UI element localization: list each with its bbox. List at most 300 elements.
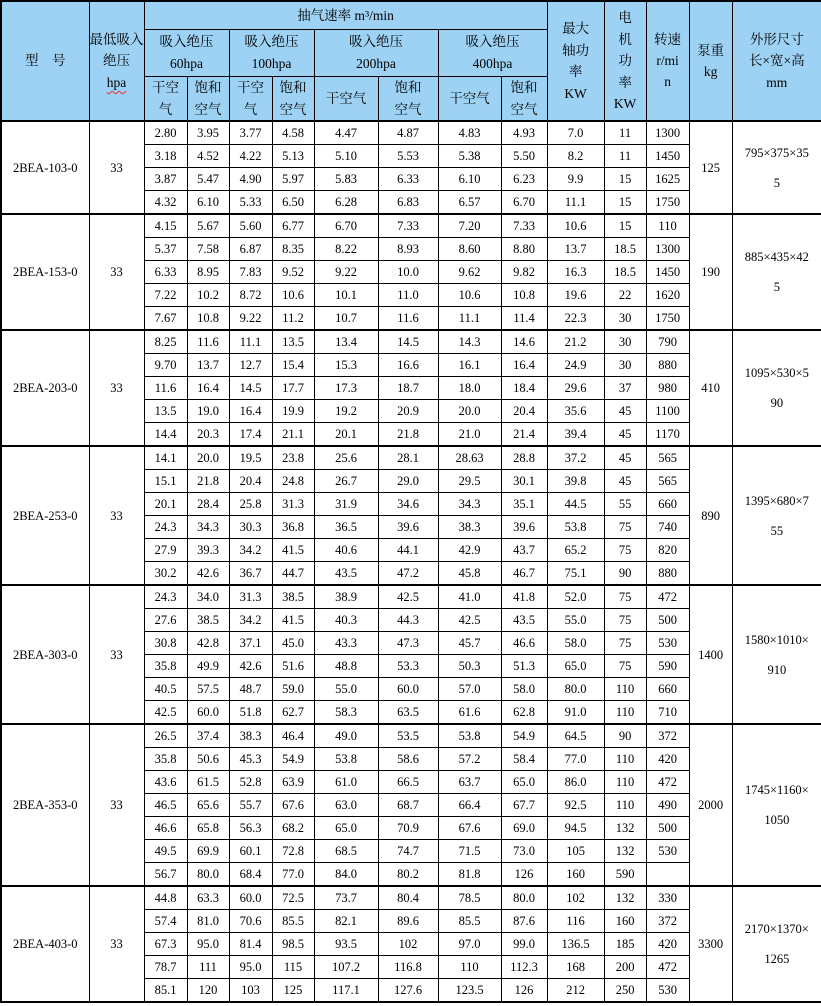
cell-dry-60: 30.2 (144, 562, 187, 586)
cell-motor-power: 11 (604, 121, 646, 145)
cell-shaft-power: 8.2 (547, 145, 604, 168)
cell-speed: 820 (646, 539, 689, 562)
cell-sat-200: 6.33 (378, 168, 438, 191)
cell-sat-100: 51.6 (272, 655, 314, 678)
cell-dry-200: 10.7 (314, 307, 378, 331)
pump-weight-label: 泵重 (697, 42, 725, 58)
cell-dry-100: 81.4 (229, 933, 272, 956)
cell-sat-60: 4.52 (187, 145, 229, 168)
cell-dry-200: 55.0 (314, 678, 378, 701)
cell-sat-60: 11.6 (187, 330, 229, 354)
cell-dry-200: 4.47 (314, 121, 378, 145)
cell-speed: 1100 (646, 400, 689, 423)
cell-dry-60: 14.4 (144, 423, 187, 447)
cell-sat-200: 116.8 (378, 956, 438, 979)
cell-sat-200: 10.0 (378, 261, 438, 284)
cell-sat-200: 16.6 (378, 354, 438, 377)
cell-sat-400: 18.4 (501, 377, 547, 400)
cell-speed: 472 (646, 956, 689, 979)
cell-sat-60: 20.0 (187, 446, 229, 470)
cell-speed: 1750 (646, 191, 689, 215)
cell-sat-400: 46.7 (501, 562, 547, 586)
cell-speed: 1620 (646, 284, 689, 307)
cell-dry-400: 7.20 (438, 214, 501, 238)
cell-dry-400: 66.4 (438, 794, 501, 817)
dimensions-cell: 1395×680×755 (732, 446, 821, 585)
cell-sat-60: 120 (187, 979, 229, 1003)
cell-sat-60: 80.0 (187, 863, 229, 887)
model-cell: 2BEA-303-0 (1, 585, 89, 724)
cell-sat-100: 10.6 (272, 284, 314, 307)
cell-dry-200: 43.5 (314, 562, 378, 586)
cell-sat-100: 6.50 (272, 191, 314, 215)
cell-sat-200: 80.4 (378, 886, 438, 910)
col-header-dry-200: 干空气 (314, 77, 378, 122)
cell-sat-200: 74.7 (378, 840, 438, 863)
cell-sat-60: 65.8 (187, 817, 229, 840)
model-cell: 2BEA-103-0 (1, 121, 89, 214)
cell-shaft-power: 91.0 (547, 701, 604, 725)
cell-dry-100: 56.3 (229, 817, 272, 840)
cell-sat-100: 115 (272, 956, 314, 979)
cell-sat-60: 65.6 (187, 794, 229, 817)
cell-dry-100: 48.7 (229, 678, 272, 701)
cell-motor-power: 75 (604, 539, 646, 562)
cell-shaft-power: 80.0 (547, 678, 604, 701)
cell-sat-100: 4.58 (272, 121, 314, 145)
cell-dry-400: 53.8 (438, 724, 501, 748)
cell-sat-200: 89.6 (378, 910, 438, 933)
min-pressure-cell: 33 (89, 585, 144, 724)
cell-shaft-power: 136.5 (547, 933, 604, 956)
cell-dry-100: 30.3 (229, 516, 272, 539)
model-cell: 2BEA-403-0 (1, 886, 89, 1002)
suction-200-pressure: 200hpa (356, 56, 396, 71)
cell-sat-400: 6.23 (501, 168, 547, 191)
cell-sat-100: 21.1 (272, 423, 314, 447)
cell-sat-60: 20.3 (187, 423, 229, 447)
cell-sat-400: 126 (501, 979, 547, 1003)
cell-dry-60: 67.3 (144, 933, 187, 956)
cell-shaft-power: 102 (547, 886, 604, 910)
cell-sat-100: 45.0 (272, 632, 314, 655)
cell-sat-60: 34.3 (187, 516, 229, 539)
cell-shaft-power: 22.3 (547, 307, 604, 331)
header-row-1 (1, 1, 821, 30)
col-header-suction-60 (144, 30, 229, 77)
cell-dry-60: 20.1 (144, 493, 187, 516)
sat-60-label: 饱和空气 (194, 80, 222, 117)
cell-dry-200: 6.28 (314, 191, 378, 215)
cell-dry-200: 49.0 (314, 724, 378, 748)
pump-weight-cell: 890 (689, 446, 732, 585)
cell-dry-60: 42.5 (144, 701, 187, 725)
cell-speed: 1300 (646, 121, 689, 145)
cell-sat-60: 3.95 (187, 121, 229, 145)
cell-shaft-power: 39.4 (547, 423, 604, 447)
cell-dry-400: 97.0 (438, 933, 501, 956)
cell-sat-60: 16.4 (187, 377, 229, 400)
cell-dry-100: 20.4 (229, 470, 272, 493)
cell-dry-400: 29.5 (438, 470, 501, 493)
cell-dry-100: 103 (229, 979, 272, 1003)
cell-dry-60: 26.5 (144, 724, 187, 748)
cell-sat-400: 73.0 (501, 840, 547, 863)
cell-speed: 420 (646, 933, 689, 956)
cell-shaft-power: 35.6 (547, 400, 604, 423)
cell-dry-400: 5.38 (438, 145, 501, 168)
cell-sat-100: 23.8 (272, 446, 314, 470)
cell-dry-100: 12.7 (229, 354, 272, 377)
cell-dry-100: 42.6 (229, 655, 272, 678)
cell-speed: 530 (646, 979, 689, 1003)
cell-dry-60: 46.5 (144, 794, 187, 817)
cell-motor-power: 11 (604, 145, 646, 168)
cell-speed: 565 (646, 446, 689, 470)
cell-motor-power: 45 (604, 400, 646, 423)
cell-sat-60: 13.7 (187, 354, 229, 377)
cell-shaft-power: 44.5 (547, 493, 604, 516)
dimensions-unit: mm (766, 74, 788, 90)
pump-weight-cell: 2000 (689, 724, 732, 886)
cell-sat-400: 10.8 (501, 284, 547, 307)
cell-motor-power: 90 (604, 724, 646, 748)
cell-sat-60: 19.0 (187, 400, 229, 423)
cell-speed: 1450 (646, 261, 689, 284)
cell-sat-200: 70.9 (378, 817, 438, 840)
cell-motor-power: 30 (604, 307, 646, 331)
cell-motor-power: 75 (604, 585, 646, 609)
cell-speed: 1300 (646, 238, 689, 261)
cell-dry-400: 16.1 (438, 354, 501, 377)
cell-sat-400: 11.4 (501, 307, 547, 331)
cell-shaft-power: 16.3 (547, 261, 604, 284)
cell-dry-60: 2.80 (144, 121, 187, 145)
cell-speed: 372 (646, 724, 689, 748)
sat-100-label: 饱和空气 (279, 80, 307, 117)
cell-dry-100: 37.1 (229, 632, 272, 655)
pump-weight-cell: 3300 (689, 886, 732, 1002)
cell-sat-60: 81.0 (187, 910, 229, 933)
cell-dry-400: 110 (438, 956, 501, 979)
cell-sat-200: 53.3 (378, 655, 438, 678)
cell-speed: 500 (646, 609, 689, 632)
cell-speed: 880 (646, 354, 689, 377)
cell-motor-power: 15 (604, 191, 646, 215)
min-pressure-cell: 33 (89, 446, 144, 585)
cell-speed: 500 (646, 817, 689, 840)
cell-sat-200: 53.5 (378, 724, 438, 748)
cell-sat-400: 69.0 (501, 817, 547, 840)
cell-sat-100: 85.5 (272, 910, 314, 933)
cell-sat-100: 38.5 (272, 585, 314, 609)
cell-dry-100: 9.22 (229, 307, 272, 331)
cell-dry-100: 5.60 (229, 214, 272, 238)
cell-dry-100: 7.83 (229, 261, 272, 284)
cell-sat-400: 8.80 (501, 238, 547, 261)
cell-speed: 1625 (646, 168, 689, 191)
cell-sat-400: 43.7 (501, 539, 547, 562)
cell-sat-200: 47.2 (378, 562, 438, 586)
cell-dry-200: 68.5 (314, 840, 378, 863)
cell-shaft-power: 160 (547, 863, 604, 887)
cell-dry-100: 51.8 (229, 701, 272, 725)
cell-speed: 330 (646, 886, 689, 910)
col-header-model: 型 号 (1, 1, 89, 121)
cell-motor-power: 75 (604, 609, 646, 632)
suction-60-pressure: 60hpa (170, 56, 203, 71)
cell-sat-400: 51.3 (501, 655, 547, 678)
cell-shaft-power: 77.0 (547, 748, 604, 771)
cell-speed: 660 (646, 678, 689, 701)
table-header (1, 1, 821, 121)
cell-dry-60: 7.22 (144, 284, 187, 307)
cell-motor-power: 45 (604, 423, 646, 447)
cell-sat-60: 37.4 (187, 724, 229, 748)
cell-sat-100: 15.4 (272, 354, 314, 377)
cell-dry-60: 85.1 (144, 979, 187, 1003)
cell-sat-400: 9.82 (501, 261, 547, 284)
cell-sat-200: 18.7 (378, 377, 438, 400)
cell-dry-400: 67.6 (438, 817, 501, 840)
cell-dry-200: 53.8 (314, 748, 378, 771)
cell-shaft-power: 19.6 (547, 284, 604, 307)
cell-dry-400: 28.63 (438, 446, 501, 470)
cell-sat-200: 8.93 (378, 238, 438, 261)
cell-dry-60: 11.6 (144, 377, 187, 400)
cell-sat-200: 102 (378, 933, 438, 956)
cell-dry-400: 42.9 (438, 539, 501, 562)
cell-dry-60: 9.70 (144, 354, 187, 377)
cell-dry-400: 71.5 (438, 840, 501, 863)
cell-sat-60: 21.8 (187, 470, 229, 493)
cell-sat-60: 60.0 (187, 701, 229, 725)
cell-sat-400: 5.50 (501, 145, 547, 168)
cell-sat-60: 10.8 (187, 307, 229, 331)
spec-table-body (1, 121, 821, 1002)
cell-dry-200: 48.8 (314, 655, 378, 678)
cell-dry-60: 44.8 (144, 886, 187, 910)
cell-sat-400: 6.70 (501, 191, 547, 215)
cell-sat-100: 19.9 (272, 400, 314, 423)
cell-dry-200: 20.1 (314, 423, 378, 447)
cell-speed: 530 (646, 632, 689, 655)
cell-dry-100: 68.4 (229, 863, 272, 887)
cell-sat-400: 35.1 (501, 493, 547, 516)
cell-sat-400: 58.4 (501, 748, 547, 771)
speed-unit: r/min (656, 52, 679, 89)
dimensions-cell: 795×375×355 (732, 121, 821, 214)
cell-dry-400: 63.7 (438, 771, 501, 794)
cell-sat-400: 21.4 (501, 423, 547, 447)
cell-sat-100: 41.5 (272, 539, 314, 562)
cell-sat-200: 4.87 (378, 121, 438, 145)
col-header-suction-400 (438, 30, 547, 77)
cell-sat-60: 5.67 (187, 214, 229, 238)
cell-motor-power: 75 (604, 632, 646, 655)
cell-dry-60: 43.6 (144, 771, 187, 794)
cell-sat-60: 111 (187, 956, 229, 979)
cell-sat-100: 54.9 (272, 748, 314, 771)
cell-dry-100: 45.3 (229, 748, 272, 771)
cell-dry-400: 10.6 (438, 284, 501, 307)
cell-speed: 660 (646, 493, 689, 516)
cell-sat-200: 28.1 (378, 446, 438, 470)
cell-sat-400: 65.0 (501, 771, 547, 794)
cell-sat-400: 20.4 (501, 400, 547, 423)
cell-dry-60: 78.7 (144, 956, 187, 979)
sat-200-label: 饱和空气 (394, 80, 422, 117)
cell-dry-100: 3.77 (229, 121, 272, 145)
col-header-speed (646, 1, 689, 121)
cell-sat-60: 63.3 (187, 886, 229, 910)
min-pressure-cell: 33 (89, 121, 144, 214)
sat-400-label: 饱和空气 (510, 80, 538, 117)
cell-dry-60: 4.15 (144, 214, 187, 238)
cell-motor-power: 110 (604, 701, 646, 725)
table-row (1, 121, 821, 145)
cell-sat-100: 72.8 (272, 840, 314, 863)
cell-sat-60: 10.2 (187, 284, 229, 307)
cell-shaft-power: 29.6 (547, 377, 604, 400)
cell-dry-60: 27.9 (144, 539, 187, 562)
cell-sat-200: 34.6 (378, 493, 438, 516)
cell-sat-100: 11.2 (272, 307, 314, 331)
cell-shaft-power: 64.5 (547, 724, 604, 748)
cell-dry-60: 7.67 (144, 307, 187, 331)
cell-shaft-power: 53.8 (547, 516, 604, 539)
cell-dry-60: 27.6 (144, 609, 187, 632)
cell-shaft-power: 105 (547, 840, 604, 863)
cell-sat-200: 44.1 (378, 539, 438, 562)
cell-dry-400: 123.5 (438, 979, 501, 1003)
cell-dry-400: 57.2 (438, 748, 501, 771)
cell-motor-power: 160 (604, 910, 646, 933)
cell-speed: 1170 (646, 423, 689, 447)
cell-dry-200: 40.6 (314, 539, 378, 562)
cell-dry-200: 5.10 (314, 145, 378, 168)
cell-motor-power: 45 (604, 446, 646, 470)
cell-motor-power: 55 (604, 493, 646, 516)
cell-sat-400: 46.6 (501, 632, 547, 655)
cell-speed: 565 (646, 470, 689, 493)
cell-dry-400: 21.0 (438, 423, 501, 447)
cell-speed: 880 (646, 562, 689, 586)
table-row (1, 585, 821, 609)
cell-motor-power: 590 (604, 863, 646, 887)
cell-motor-power: 45 (604, 470, 646, 493)
cell-dry-100: 60.0 (229, 886, 272, 910)
cell-speed: 1450 (646, 145, 689, 168)
cell-sat-400: 14.6 (501, 330, 547, 354)
cell-shaft-power: 37.2 (547, 446, 604, 470)
cell-sat-60: 7.58 (187, 238, 229, 261)
cell-dry-100: 55.7 (229, 794, 272, 817)
cell-shaft-power: 24.9 (547, 354, 604, 377)
cell-motor-power: 132 (604, 817, 646, 840)
cell-sat-60: 61.5 (187, 771, 229, 794)
cell-dry-400: 45.7 (438, 632, 501, 655)
cell-dry-400: 6.10 (438, 168, 501, 191)
cell-speed: 490 (646, 794, 689, 817)
cell-dry-100: 4.90 (229, 168, 272, 191)
cell-sat-200: 11.0 (378, 284, 438, 307)
cell-dry-200: 84.0 (314, 863, 378, 887)
cell-dry-100: 6.87 (229, 238, 272, 261)
pump-weight-cell: 190 (689, 214, 732, 330)
min-pressure-cell: 33 (89, 214, 144, 330)
cell-shaft-power: 94.5 (547, 817, 604, 840)
cell-shaft-power: 86.0 (547, 771, 604, 794)
cell-sat-60: 34.0 (187, 585, 229, 609)
cell-dry-400: 9.62 (438, 261, 501, 284)
cell-speed: 530 (646, 840, 689, 863)
cell-sat-400: 99.0 (501, 933, 547, 956)
cell-motor-power: 132 (604, 886, 646, 910)
cell-sat-200: 127.6 (378, 979, 438, 1003)
cell-sat-400: 112.3 (501, 956, 547, 979)
suction-400-pressure: 400hpa (472, 56, 513, 71)
cell-sat-400: 7.33 (501, 214, 547, 238)
cell-dry-200: 40.3 (314, 609, 378, 632)
cell-dry-400: 4.83 (438, 121, 501, 145)
cell-speed: 472 (646, 771, 689, 794)
cell-motor-power: 30 (604, 354, 646, 377)
cell-motor-power: 18.5 (604, 238, 646, 261)
cell-shaft-power: 21.2 (547, 330, 604, 354)
cell-motor-power: 37 (604, 377, 646, 400)
cell-sat-400: 87.6 (501, 910, 547, 933)
cell-dry-200: 73.7 (314, 886, 378, 910)
col-header-suction-100 (229, 30, 314, 77)
cell-speed: 1750 (646, 307, 689, 331)
cell-speed: 472 (646, 585, 689, 609)
cell-speed (646, 863, 689, 887)
cell-sat-400: 54.9 (501, 724, 547, 748)
pump-weight-cell: 125 (689, 121, 732, 214)
cell-dry-200: 117.1 (314, 979, 378, 1003)
cell-dry-400: 85.5 (438, 910, 501, 933)
cell-motor-power: 185 (604, 933, 646, 956)
cell-shaft-power: 10.6 (547, 214, 604, 238)
cell-sat-100: 63.9 (272, 771, 314, 794)
cell-dry-60: 57.4 (144, 910, 187, 933)
cell-speed: 110 (646, 214, 689, 238)
cell-sat-100: 36.8 (272, 516, 314, 539)
cell-sat-100: 13.5 (272, 330, 314, 354)
cell-dry-60: 3.18 (144, 145, 187, 168)
cell-motor-power: 200 (604, 956, 646, 979)
col-header-pump-weight (689, 1, 732, 121)
cell-dry-100: 25.8 (229, 493, 272, 516)
cell-sat-200: 11.6 (378, 307, 438, 331)
dimensions-label: 外形尺寸 (749, 31, 804, 47)
cell-sat-400: 80.0 (501, 886, 547, 910)
cell-sat-200: 68.7 (378, 794, 438, 817)
cell-sat-400: 16.4 (501, 354, 547, 377)
cell-dry-400: 6.57 (438, 191, 501, 215)
col-header-max-shaft-power (547, 1, 604, 121)
cell-motor-power: 18.5 (604, 261, 646, 284)
cell-sat-100: 98.5 (272, 933, 314, 956)
cell-sat-100: 6.77 (272, 214, 314, 238)
cell-motor-power: 132 (604, 840, 646, 863)
cell-dry-200: 65.0 (314, 817, 378, 840)
cell-dry-400: 8.60 (438, 238, 501, 261)
cell-sat-200: 7.33 (378, 214, 438, 238)
min-pressure-cell: 33 (89, 330, 144, 446)
cell-dry-100: 34.2 (229, 609, 272, 632)
